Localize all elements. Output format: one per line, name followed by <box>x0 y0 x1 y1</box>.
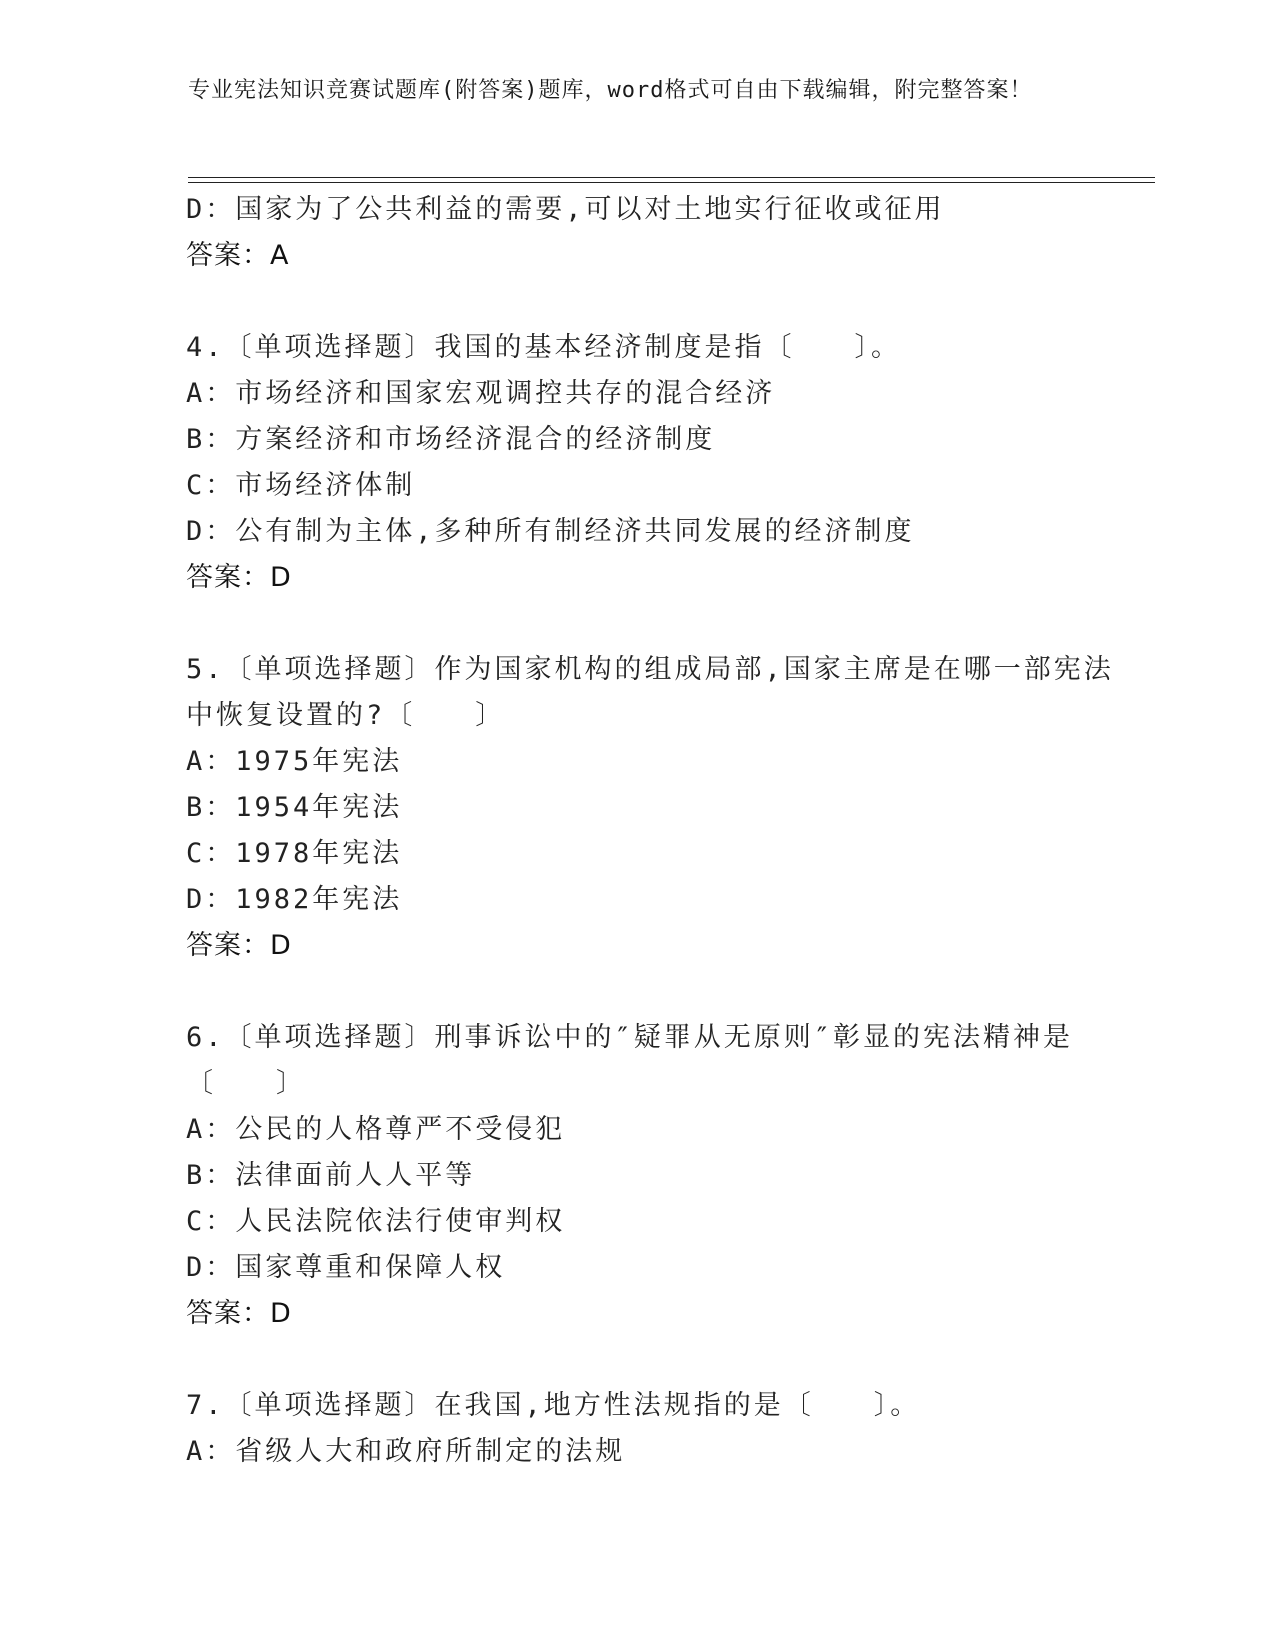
question-block <box>186 1383 1086 1475</box>
answer-option: B：方案经济和市场经济混合的经济制度 <box>186 424 716 455</box>
question-stem-line: 〔 〕 <box>186 1068 306 1099</box>
question-spacer <box>186 1337 1086 1383</box>
answer-key: 答案：D <box>186 930 292 961</box>
question-spacer <box>186 969 1086 1015</box>
answer-option: D：1982年宪法 <box>186 884 403 915</box>
answer-option: C：市场经济体制 <box>186 470 416 501</box>
question-block <box>186 187 1086 279</box>
question-block <box>186 325 1086 601</box>
question-stem-line: 中恢复设置的?〔 〕 <box>186 700 506 731</box>
question-spacer <box>186 601 1086 647</box>
answer-option: B：法律面前人人平等 <box>186 1160 476 1191</box>
answer-key: 答案：D <box>186 562 292 593</box>
question-block <box>186 647 1114 969</box>
answer-option: B：1954年宪法 <box>186 792 403 823</box>
answer-option: A：公民的人格尊严不受侵犯 <box>186 1114 566 1145</box>
answer-option: D：国家为了公共利益的需要,可以对土地实行征收或征用 <box>186 194 945 225</box>
answer-key: 答案：D <box>186 1298 292 1329</box>
header-divider-bottom <box>188 182 1155 183</box>
question-spacer <box>186 279 1086 325</box>
answer-option: A：省级人大和政府所制定的法规 <box>186 1436 626 1467</box>
question-stem-line: 7.〔单项选择题〕在我国,地方性法规指的是〔 〕。 <box>186 1390 921 1421</box>
answer-option: A：1975年宪法 <box>186 746 403 777</box>
question-block <box>186 1015 1086 1337</box>
answer-option: D：国家尊重和保障人权 <box>186 1252 506 1283</box>
answer-key: 答案：A <box>186 240 290 271</box>
question-stem-line: 5.〔单项选择题〕作为国家机构的组成局部,国家主席是在哪一部宪法 <box>186 654 1114 685</box>
page-header-title: 专业宪法知识竞赛试题库(附答案)题库，word格式可自由下载编辑，附完整答案！ <box>188 78 1033 103</box>
question-content <box>186 187 1114 1475</box>
answer-option: D：公有制为主体,多种所有制经济共同发展的经济制度 <box>186 516 915 547</box>
question-stem-line: 4.〔单项选择题〕我国的基本经济制度是指〔 〕。 <box>186 332 902 363</box>
answer-option: A：市场经济和国家宏观调控共存的混合经济 <box>186 378 776 409</box>
header-divider-top <box>188 177 1155 178</box>
question-stem-line: 6.〔单项选择题〕刑事诉讼中的″疑罪从无原则″彰显的宪法精神是 <box>186 1022 1074 1053</box>
answer-option: C：人民法院依法行使审判权 <box>186 1206 566 1237</box>
answer-option: C：1978年宪法 <box>186 838 403 869</box>
